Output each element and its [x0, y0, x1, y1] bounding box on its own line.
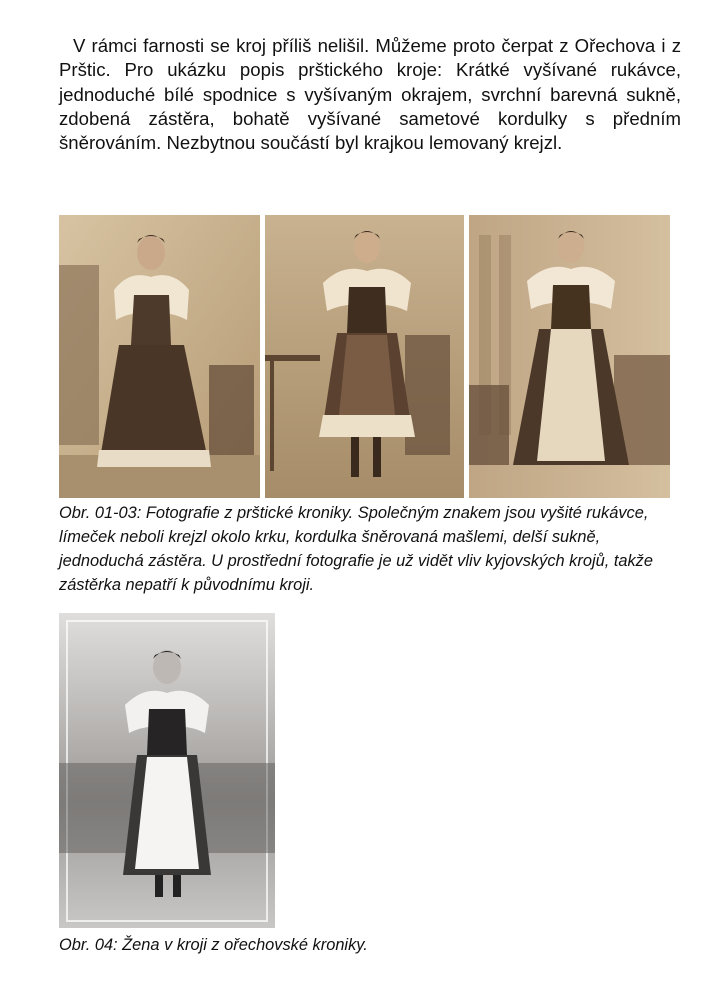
- photo-4: [59, 613, 275, 928]
- photo-2: [265, 215, 464, 498]
- photo-3: [469, 215, 670, 498]
- caption-photos-1-3: Obr. 01-03: Fotografie z prštické kroniky. Společným znakem jsou vyšité rukávce, límeček neboli krejzl okolo krku, kordulka šněrovaná mašlemi, delší sukně, jednoduchá zástěra. U prostřední fotografie je už vidět vliv kyjovských krojů, takže zástěrka nepatří k původnímu kroji.: [59, 504, 653, 594]
- body-paragraph: V rámci farnosti se kroj příliš nelišil. Můžeme proto čerpat z Ořechova i z Prštic. Pro ukázku popis prštického kroje: Krátké vyšívané rukávce, jednoduché bílé spodnice s vyšívaným okrajem, svrchní barevná sukně, zdobená zástěra, bohatě vyšívané sametové kordulky s předním šněrováním. Nezbytnou součástí byl krajkou lemovaný krejzl.: [59, 35, 681, 154]
- caption-photo-4: Obr. 04: Žena v kroji z ořechovské kroniky.: [59, 936, 368, 954]
- photo-1: [59, 215, 260, 498]
